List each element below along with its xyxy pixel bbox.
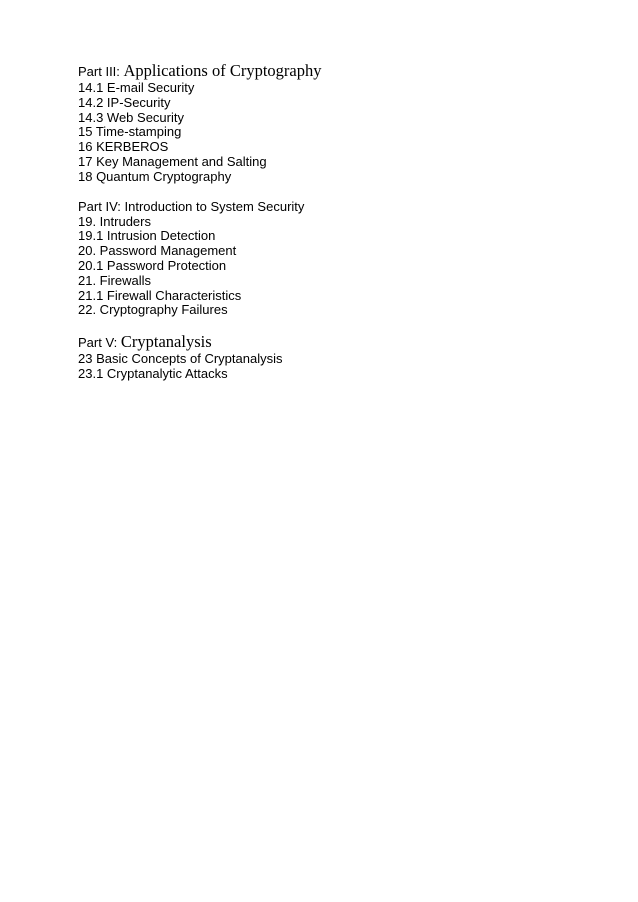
list-item: 23.1 Cryptanalytic Attacks [78, 365, 228, 381]
list-item: 14.1 E-mail Security [78, 80, 195, 95]
table-of-contents [78, 60, 598, 396]
section-part-v [78, 332, 598, 382]
section-heading [78, 332, 598, 352]
list-item: 14.3 Web Security [78, 109, 184, 125]
section-heading-prefix: Part V: [78, 335, 121, 351]
list-item: 21.1 Firewall Characteristics [78, 287, 242, 303]
section-heading-prefix: Part III: [78, 64, 124, 79]
section-heading-title: Applications of Cryptography [123, 61, 322, 80]
list-item: 19.1 Intrusion Detection [78, 228, 216, 244]
list-item: 15 Time-stamping [78, 124, 182, 140]
list-item: 16 KERBEROS [78, 139, 169, 155]
section-heading-prefix: Part IV: [78, 198, 125, 214]
section-heading-title: Cryptanalysis [120, 332, 212, 352]
list-item: 17 Key Management and Salting [78, 153, 267, 169]
list-item: 21. Firewalls [78, 272, 151, 288]
section-heading-title: Introduction to System Security [124, 198, 305, 214]
section-heading [78, 199, 598, 215]
list-item: 18 Quantum Cryptography [78, 168, 232, 184]
list-item: 22. Cryptography Failures [78, 302, 228, 318]
list-item: 23 Basic Concepts of Cryptanalysis [78, 351, 283, 367]
list-item: 19. Intruders [78, 213, 151, 229]
section-heading [78, 60, 598, 81]
list-item: 20. Password Management [78, 243, 237, 259]
section-part-iii [78, 60, 598, 185]
list-item: 20.1 Password Protection [78, 257, 227, 273]
section-part-iv [78, 199, 598, 319]
list-item: 14.2 IP-Security [78, 94, 171, 110]
